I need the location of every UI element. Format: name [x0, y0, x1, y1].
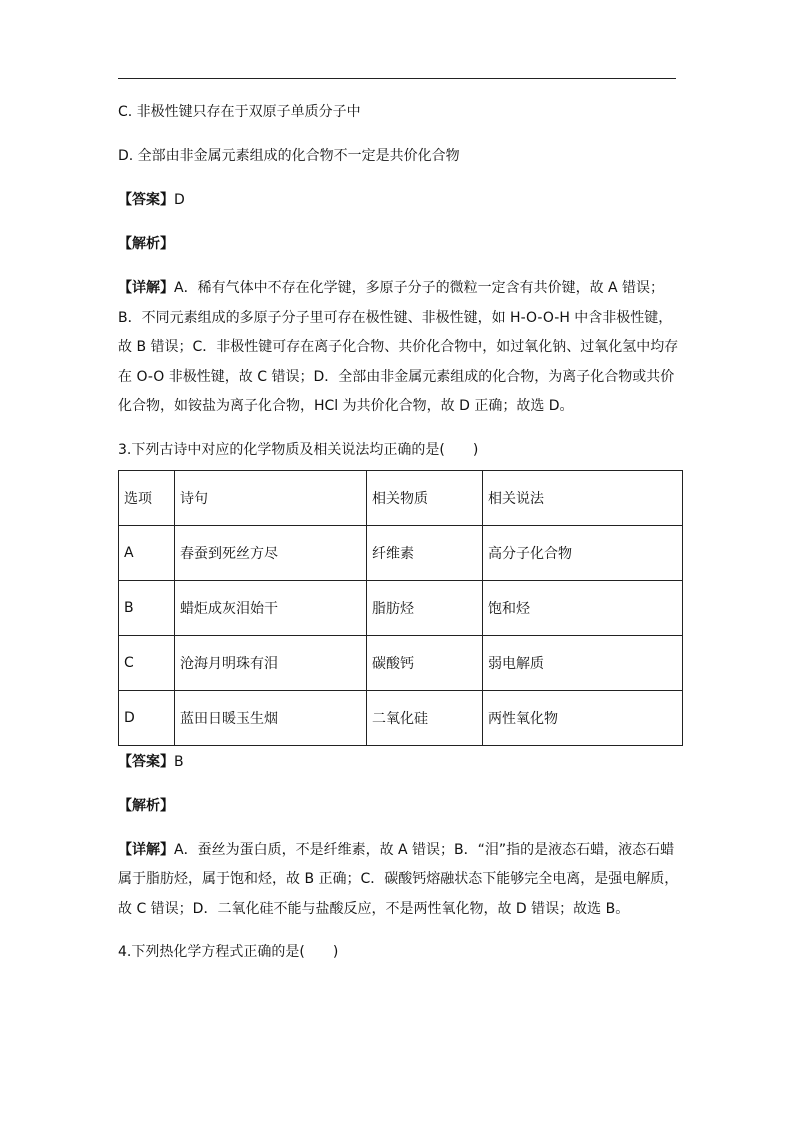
explanation-line: 化合物，如铵盐为离子化合物，HCl 为共价化合物，故 D 正确；故选 D。: [118, 398, 574, 414]
table-cell: B: [119, 580, 175, 635]
table-cell: 碳酸钙: [367, 635, 483, 690]
table-row: [119, 580, 683, 635]
explanation-text: A．蚕丝为蛋白质，不是纤维素，故 A 错误；B．“泪”指的是液态石蜡，液态石蜡: [174, 841, 675, 858]
table-cell: D: [119, 690, 175, 745]
table-row: [119, 690, 683, 745]
header-rule: [118, 78, 676, 79]
table-header-row: [119, 470, 683, 525]
table-row: [119, 635, 683, 690]
explanation-line: 故 C 错误；D．二氧化硅不能与盐酸反应，不是两性氧化物，故 D 错误；故选 B。: [118, 900, 630, 917]
q2-answer: [118, 184, 682, 216]
table-header-cell: 相关说法: [483, 470, 683, 525]
explanation-line: [118, 274, 682, 304]
q3-answer: [118, 746, 682, 778]
table-cell: 蓝田日暖玉生烟: [175, 690, 367, 745]
detail-tag: 【详解】: [118, 841, 174, 858]
explanation-line: B．不同元素组成的多原子分子里可存在极性键、非极性键，如 H-O-O-H 中含非极性键，: [118, 309, 673, 326]
table-cell: 沧海月明珠有泪: [175, 635, 367, 690]
analysis-tag: 【解析】: [118, 236, 174, 252]
q4-question: 4.下列热化学方程式正确的是( ): [118, 944, 339, 960]
table-cell: 高分子化合物: [483, 525, 683, 580]
explanation-line: [118, 836, 682, 866]
explanation-text: A．稀有气体中不存在化学键，多原子分子的微粒一定含有共价键，故 A 错误；: [174, 280, 665, 296]
table-header-cell: 相关物质: [367, 470, 483, 525]
q3-explanation: [118, 836, 682, 925]
q2-analysis-heading: [118, 228, 682, 260]
table-header-cell: 选项: [119, 470, 175, 525]
answer-value: D: [174, 192, 185, 208]
explanation-line: 在 O-O 非极性键，故 C 错误；D．全部由非金属元素组成的化合物，为离子化合物或共价: [118, 368, 675, 385]
q2-explanation: [118, 274, 682, 422]
detail-tag: 【详解】: [118, 280, 174, 296]
q3-question: 3.下列古诗中对应的化学物质及相关说法均正确的是( ): [118, 441, 479, 458]
answer-value: B: [174, 753, 184, 770]
table-cell: 纤维素: [367, 525, 483, 580]
table-cell: 脂肪烃: [367, 580, 483, 635]
analysis-tag: 【解析】: [118, 797, 174, 814]
table-header-cell: 诗句: [175, 470, 367, 525]
q3-analysis-heading: [118, 790, 682, 822]
table-cell: A: [119, 525, 175, 580]
q2-option-d: D. 全部由非金属元素组成的化合物不一定是共价化合物: [118, 148, 460, 164]
table-cell: 春蚕到死丝方尽: [175, 525, 367, 580]
document-body: [118, 96, 682, 968]
table-cell: 两性氧化物: [483, 690, 683, 745]
q2-option-c: C. 非极性键只存在于双原子单质分子中: [118, 104, 361, 120]
table-cell: 二氧化硅: [367, 690, 483, 745]
table-cell: 蜡炬成灰泪始干: [175, 580, 367, 635]
table-cell: C: [119, 635, 175, 690]
answer-tag: 【答案】: [118, 753, 174, 770]
table-cell: 饱和烃: [483, 580, 683, 635]
q3-options-table: [118, 470, 683, 746]
explanation-line: 属于脂肪烃，属于饱和烃，故 B 正确；C．碳酸钙熔融状态下能够完全电离，是强电解质，: [118, 871, 679, 887]
explanation-line: 故 B 错误；C．非极性键可存在离子化合物、共价化合物中，如过氧化钠、过氧化氢中均存: [118, 339, 679, 355]
table-row: [119, 525, 683, 580]
answer-tag: 【答案】: [118, 192, 174, 208]
table-cell: 弱电解质: [483, 635, 683, 690]
